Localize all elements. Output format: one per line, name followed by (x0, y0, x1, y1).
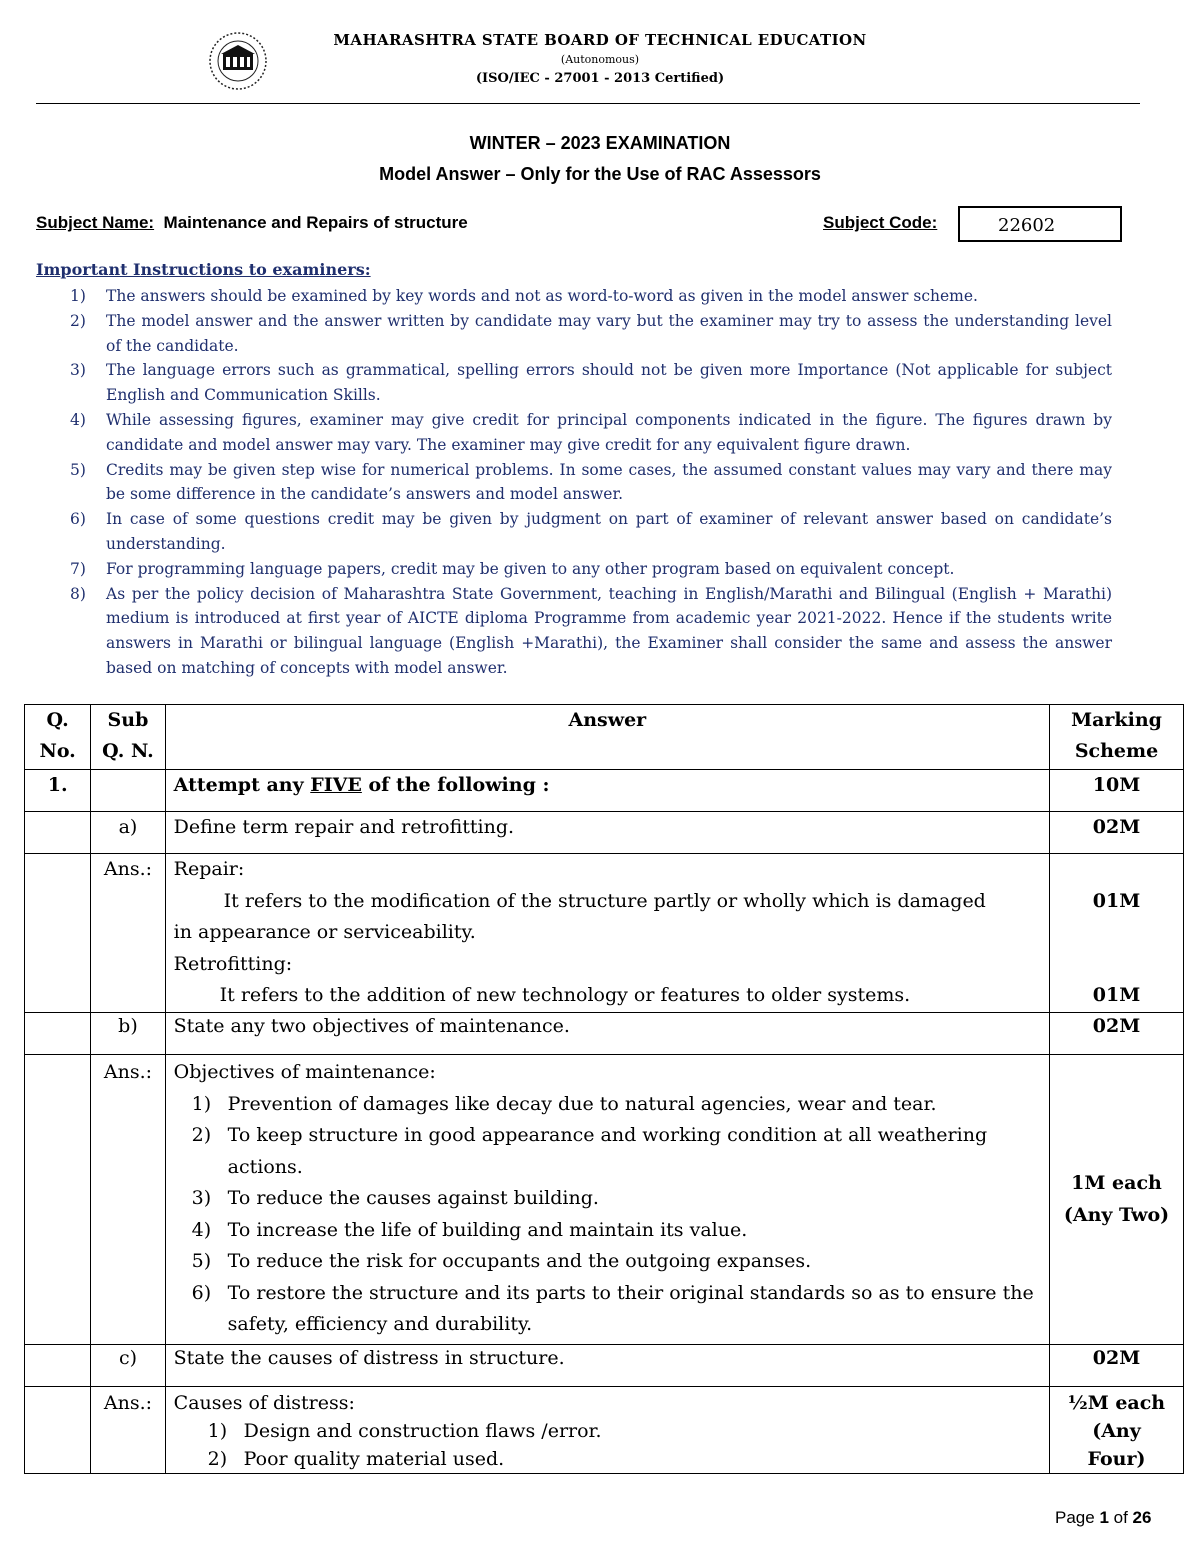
list-item: 2) To keep structure in good appearance and working condition at all weathering actions. (191, 1124, 988, 1178)
list-item: 4) To increase the life of building and maintain its value. (191, 1218, 748, 1241)
instruction-item: 7) For programming language papers, credit may be given to any other program based on equivalent concept. (70, 559, 955, 578)
list-item: 1) Design and construction flaws /error. (207, 1420, 602, 1442)
list-item: 2) Poor quality material used. (207, 1448, 505, 1470)
objectives-list (174, 1089, 1041, 1341)
subject-code-box: 22602 (958, 206, 1122, 242)
q-number-empty (25, 854, 91, 1013)
answer-marks: 01M 01M (1050, 854, 1184, 1013)
board-logo (206, 30, 270, 92)
marks: 10M (1050, 770, 1184, 812)
sub-question: State any two objectives of maintenance. (165, 1013, 1049, 1055)
answer-table (24, 704, 1184, 1474)
answer-marks: 1M each (Any Two) (1050, 1055, 1184, 1345)
instructions-list (36, 284, 1112, 681)
table-row (25, 770, 1184, 812)
instruction-item: 2) The model answer and the answer written by candidate may vary but the examiner may try to assess the understanding level of the candidate. (70, 311, 1112, 355)
model-answer-title: Model Answer – Only for the Use of RAC Assessors (379, 164, 821, 184)
table-row (25, 1345, 1184, 1387)
list-item: 6) To restore the structure and its parts to their original standards so as to ensure the safety, efficiency and durability. (191, 1281, 1034, 1335)
instructions-title: Important Instructions to examiners: (36, 260, 371, 279)
instruction-item: 1) The answers should be examined by key words and not as word-to-word as given in the model answer scheme. (70, 287, 978, 305)
table-row (25, 854, 1184, 1013)
marks: 02M (1050, 1013, 1184, 1055)
table-row (25, 1013, 1184, 1055)
iso-certification: (ISO/IEC - 27001 - 2013 Certified) (475, 71, 725, 86)
list-item: 1) Prevention of damages like decay due to natural agencies, wear and tear. (191, 1092, 937, 1115)
header-answer: Answer (165, 705, 1049, 770)
q-number: 1. (25, 770, 91, 812)
answer-content: Causes of distress: 1) Design and construction flaws /error. 2) Poor quality material used. (165, 1387, 1049, 1474)
header-divider (36, 103, 1140, 104)
answer-content: Repair: It refers to the modification of the structure partly or wholly which is damaged in appearance or serviceability. Retrofitting: It refers to the addition of new technology or features to older systems. (165, 854, 1049, 1013)
instruction-item: 5) Credits may be given step wise for numerical problems. In some cases, the assumed constant values may vary and there may be some difference in the candidate’s answers and model answer. (70, 460, 1112, 504)
exam-title: WINTER – 2023 EXAMINATION (469, 133, 731, 153)
subject-name (36, 213, 468, 233)
q-number-empty (25, 1345, 91, 1387)
causes-list (174, 1417, 1041, 1473)
header-sub-qn: Sub Q. N. (91, 705, 165, 770)
ans-label: Ans.: (91, 1387, 165, 1474)
table-row (25, 812, 1184, 854)
sub-question: State the causes of distress in structure. (165, 1345, 1049, 1387)
q-number-empty (25, 812, 91, 854)
subject-name-value: Maintenance and Repairs of structure (163, 213, 468, 232)
page-number: Page 1 of 26 (1055, 1508, 1152, 1527)
list-item: 3) To reduce the causes against building. (191, 1187, 599, 1209)
instruction-item: 3) The language errors such as grammatical, spelling errors should not be given more Importance (Not applicable for subject English and Communication Skills. (70, 361, 1112, 405)
header-marking-scheme: Marking Scheme (1050, 705, 1184, 770)
ans-label: Ans.: (91, 854, 165, 1013)
subject-code-label: Subject Code: (823, 213, 938, 232)
table-row (25, 1055, 1184, 1345)
list-item: 5) To reduce the risk for occupants and the outgoing expanses. (191, 1250, 812, 1272)
q-number-empty (25, 1055, 91, 1345)
sub-question: Define term repair and retrofitting. (165, 812, 1049, 854)
subject-name-label: Subject Name: (36, 213, 155, 232)
sub-q-empty (91, 770, 165, 812)
question-heading: Attempt any FIVE of the following : (165, 770, 1049, 812)
table-row (25, 1387, 1184, 1474)
instruction-item: 6) In case of some questions credit may be given by judgment on part of examiner of relevant answer based on candidate’s understanding. (70, 510, 1112, 553)
sub-q-number: b) (91, 1013, 165, 1055)
answer-marks: ½M each (Any Four) (1050, 1387, 1184, 1474)
answer-content: Objectives of maintenance: 1) Prevention of damages like decay due to natural agencies, wear and tear. 2) To keep structure in good appearance and working condition at all weathering actions. 3) To reduce the causes against building. 4) To increase the life of building and maintain its value. 5) To reduce the risk for occupants and the outgoing expanses. 6) To restore the structure and its parts to their original standards so as to ensure the safety, efficiency and durability. (165, 1055, 1049, 1345)
q-number-empty (25, 1387, 91, 1474)
ans-label: Ans.: (91, 1055, 165, 1345)
autonomous-label: (Autonomous) (560, 53, 640, 66)
marks: 02M (1050, 812, 1184, 854)
instruction-item: 4) While assessing figures, examiner may give credit for principal components indicated in the figure. The figures drawn by candidate and model answer may vary. The examiner may give credit for any equivalent figure drawn. (70, 410, 1112, 454)
instruction-item: 8) As per the policy decision of Maharashtra State Government, teaching in English/Marathi and Bilingual (English + Marathi) medium is introduced at first year of AICTE diploma Programme from academic year 2021-2022. Hence if the students write answers in Marathi or bilingual language (English +Marathi), the Examiner shall consider the same and assess the answer based on matching of concepts with model answer. (70, 584, 1112, 677)
sub-q-number: c) (91, 1345, 165, 1387)
q-number-empty (25, 1013, 91, 1055)
table-header-row (25, 705, 1184, 770)
board-name: MAHARASHTRA STATE BOARD OF TECHNICAL EDUCATION (333, 31, 867, 49)
marks: 02M (1050, 1345, 1184, 1387)
header-q-no: Q. No. (25, 705, 91, 770)
sub-q-number: a) (91, 812, 165, 854)
